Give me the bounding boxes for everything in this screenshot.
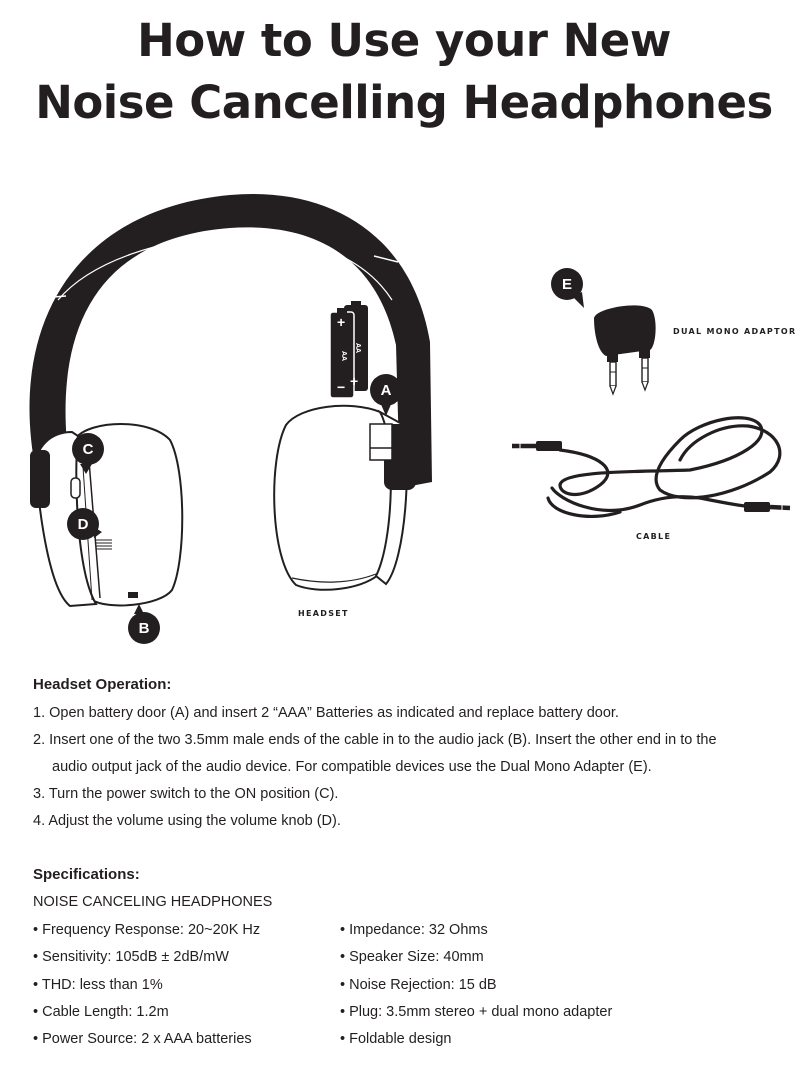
battery-plus-2: + bbox=[350, 373, 359, 389]
cable-illustration bbox=[512, 418, 790, 517]
battery-minus: − bbox=[337, 379, 346, 395]
right-earcup bbox=[274, 406, 416, 590]
operation-step-1: 1. Open battery door (A) and insert 2 “AAA” Batteries as indicated and replace battery door. bbox=[33, 705, 619, 721]
specifications-product: NOISE CANCELING HEADPHONES bbox=[33, 894, 273, 910]
cable-caption: CABLE bbox=[636, 532, 672, 541]
spec-left-1: • Frequency Response: 20~20K Hz bbox=[33, 922, 261, 938]
spec-right-2: • Speaker Size: 40mm bbox=[340, 949, 484, 965]
operation-step-3: 3. Turn the power switch to the ON position (C). bbox=[33, 786, 339, 802]
headset-illustration bbox=[29, 194, 432, 644]
spec-right-5: • Foldable design bbox=[340, 1031, 452, 1047]
batteries bbox=[330, 301, 368, 398]
spec-right-4: • Plug: 3.5mm stereo + dual mono adapter bbox=[340, 1004, 613, 1020]
spec-right-1: • Impedance: 32 Ohms bbox=[340, 922, 488, 938]
callout-c bbox=[72, 433, 104, 465]
page-title-line-1: How to Use your New bbox=[137, 14, 671, 67]
left-earcup bbox=[30, 424, 182, 606]
spec-right-3: • Noise Rejection: 15 dB bbox=[340, 977, 497, 993]
specifications-heading: Specifications: bbox=[33, 866, 140, 883]
callout-d bbox=[67, 508, 99, 540]
battery-label-2: AA bbox=[354, 343, 361, 354]
svg-text:A: A bbox=[380, 382, 392, 399]
svg-text:D: D bbox=[77, 516, 89, 533]
dual-mono-adaptor-caption: DUAL MONO ADAPTOR bbox=[673, 327, 797, 336]
operation-step-2: 2. Insert one of the two 3.5mm male ends of the cable in to the audio jack (B). Insert the other end in to the bbox=[33, 732, 717, 748]
headset-caption: HEADSET bbox=[298, 609, 349, 618]
operation-step-2-continued: audio output jack of the audio device. For compatible devices use the Dual Mono Adapter (E). bbox=[52, 759, 652, 775]
spec-left-2: • Sensitivity: 105dB ± 2dB/mW bbox=[33, 949, 229, 965]
svg-text:B: B bbox=[138, 620, 150, 637]
battery-plus: + bbox=[337, 314, 346, 330]
battery-label: AA bbox=[340, 351, 347, 362]
page-title-line-2: Noise Cancelling Headphones bbox=[35, 76, 773, 129]
product-illustration bbox=[0, 160, 808, 660]
spec-left-5: • Power Source: 2 x AAA batteries bbox=[33, 1031, 252, 1047]
spec-left-4: • Cable Length: 1.2m bbox=[33, 1004, 169, 1020]
svg-text:C: C bbox=[82, 441, 94, 458]
callout-b bbox=[128, 612, 160, 644]
callout-a bbox=[370, 374, 402, 406]
headset-operation-heading: Headset Operation: bbox=[33, 676, 172, 693]
dual-mono-adaptor-illustration bbox=[551, 268, 656, 394]
svg-text:E: E bbox=[561, 276, 573, 293]
spec-left-3: • THD: less than 1% bbox=[33, 977, 163, 993]
operation-step-4: 4. Adjust the volume using the volume knob (D). bbox=[33, 813, 341, 829]
